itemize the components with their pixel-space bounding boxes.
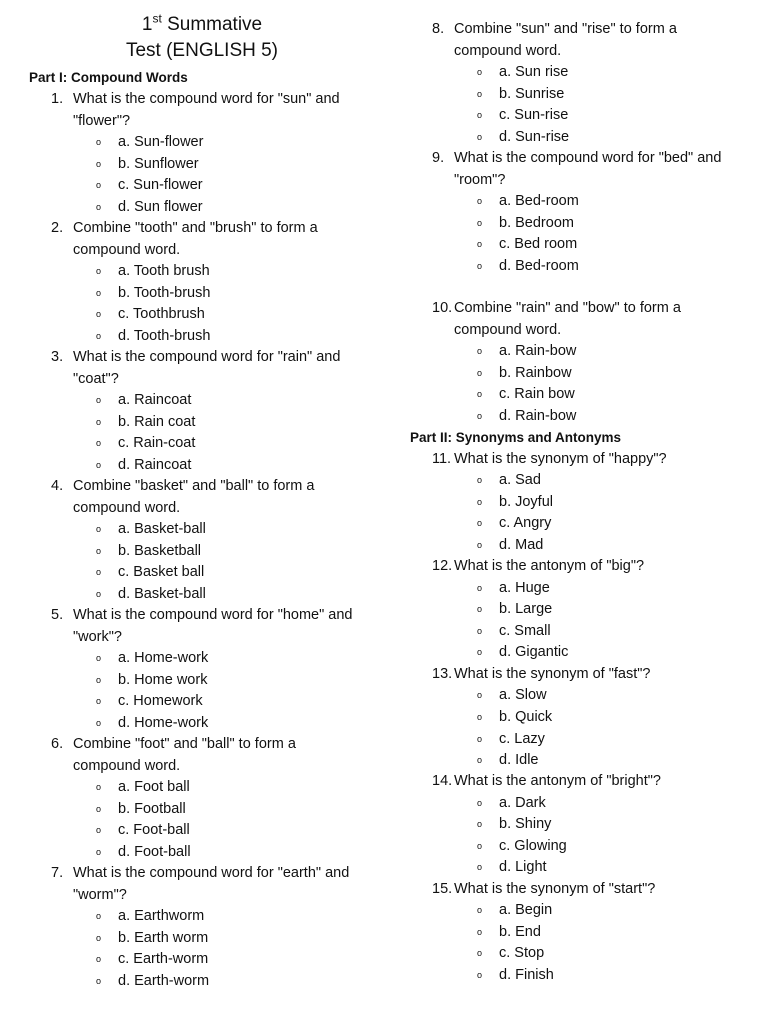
title-line-1-text: Summative [161, 14, 263, 35]
option-6c[interactable] [96, 820, 190, 842]
option-2d[interactable] [96, 326, 210, 348]
bullet-icon: o [96, 567, 102, 577]
question-text: What is the antonym of "big"? [454, 558, 645, 574]
option-text: a. Bed-room [499, 193, 579, 209]
option-text: a. Tooth brush [118, 263, 210, 279]
question-8 [432, 19, 732, 62]
question-7 [51, 863, 366, 906]
option-text: c. Small [499, 623, 551, 639]
option-text: d. Tooth-brush [118, 328, 211, 344]
option-3c[interactable] [96, 433, 195, 455]
bullet-icon: o [477, 67, 483, 77]
question-11 [432, 449, 752, 471]
option-12d[interactable] [477, 642, 568, 664]
title-line-2: Test (ENGLISH 5) [125, 40, 279, 61]
option-text: c. Lazy [499, 731, 545, 747]
bullet-icon: o [477, 540, 483, 550]
option-text: b. Large [499, 601, 553, 617]
option-5d[interactable] [96, 713, 208, 735]
option-text: b. Shiny [499, 816, 552, 832]
option-9c[interactable] [477, 234, 577, 256]
question-text: Combine "sun" and "rise" to form a compound word. [454, 21, 677, 59]
option-9b[interactable] [477, 213, 574, 235]
option-10d[interactable] [477, 406, 576, 428]
option-2b[interactable] [96, 283, 210, 305]
option-text: b. Rainbow [499, 365, 572, 381]
option-text: d. Mad [499, 537, 544, 553]
option-text: c. Homework [118, 693, 203, 709]
question-1 [51, 89, 361, 132]
question-number: 2. [51, 220, 64, 236]
option-6b[interactable] [96, 799, 186, 821]
bullet-icon: o [477, 411, 483, 421]
bullet-icon: o [96, 589, 102, 599]
option-5b[interactable] [96, 670, 207, 692]
bullet-icon: o [96, 546, 102, 556]
bullet-icon: o [477, 948, 483, 958]
option-8d[interactable] [477, 127, 569, 149]
question-number: 6. [51, 736, 64, 752]
question-6 [51, 734, 361, 777]
bullet-icon: o [96, 675, 102, 685]
bullet-icon: o [96, 524, 102, 534]
bullet-icon: o [477, 734, 483, 744]
bullet-icon: o [477, 497, 483, 507]
option-text: b. Sunflower [118, 156, 199, 172]
option-6a[interactable] [96, 777, 190, 799]
question-number: 14. [432, 773, 453, 789]
option-13b[interactable] [477, 707, 552, 729]
option-text: d. Gigantic [499, 644, 569, 660]
question-12 [432, 556, 752, 578]
bullet-icon: o [96, 847, 102, 857]
option-text: a. Raincoat [118, 392, 192, 408]
option-text: d. Home-work [118, 715, 209, 731]
bullet-icon: o [477, 690, 483, 700]
option-text: d. Earth-worm [118, 973, 210, 989]
part-1-heading: Part I: Compound Words [29, 70, 188, 85]
question-text: Combine "basket" and "ball" to form a compound word. [73, 478, 315, 516]
bullet-icon: o [96, 976, 102, 986]
question-4 [51, 476, 361, 519]
option-12b[interactable] [477, 599, 552, 621]
question-15 [432, 879, 752, 901]
option-15a[interactable] [477, 900, 552, 922]
bullet-icon: o [477, 970, 483, 980]
question-number: 10. [432, 300, 453, 316]
bullet-icon: o [477, 261, 483, 271]
bullet-icon: o [96, 309, 102, 319]
option-text: d. Foot-ball [118, 844, 191, 860]
option-4d[interactable] [96, 584, 206, 606]
question-text: What is the synonym of "happy"? [454, 451, 667, 467]
option-11b[interactable] [477, 492, 553, 514]
option-8b[interactable] [477, 84, 564, 106]
option-text: d. Bed-room [499, 258, 579, 274]
option-text: a. Basket-ball [118, 521, 206, 537]
bullet-icon: o [96, 331, 102, 341]
bullet-icon: o [477, 346, 483, 356]
bullet-icon: o [96, 266, 102, 276]
question-number: 8. [432, 21, 445, 37]
document-title [72, 12, 332, 64]
option-text: c. Rain bow [499, 386, 575, 402]
bullet-icon: o [96, 933, 102, 943]
option-text: d. Sun flower [118, 199, 203, 215]
bullet-icon: o [96, 782, 102, 792]
option-text: c. Sun-flower [118, 177, 203, 193]
option-text: a. Earthworm [118, 908, 205, 924]
option-text: c. Bed room [499, 236, 578, 252]
bullet-icon: o [96, 288, 102, 298]
option-text: b. End [499, 924, 541, 940]
question-text: What is the compound word for "rain" and "coat"? [73, 349, 341, 387]
option-10b[interactable] [477, 363, 572, 385]
option-text: a. Begin [499, 902, 553, 918]
option-5a[interactable] [96, 648, 208, 670]
option-text: b. Sunrise [499, 86, 565, 102]
title-line-1 [72, 12, 332, 38]
bullet-icon: o [96, 137, 102, 147]
option-2a[interactable] [96, 261, 210, 283]
question-number: 12. [432, 558, 453, 574]
option-text: d. Finish [499, 967, 554, 983]
bullet-icon: o [477, 905, 483, 915]
option-text: b. Bedroom [499, 215, 574, 231]
question-text: What is the compound word for "bed" and "room"? [454, 150, 722, 188]
bullet-icon: o [96, 417, 102, 427]
option-1d[interactable] [96, 197, 203, 219]
option-8a[interactable] [477, 62, 568, 84]
option-text: a. Home-work [118, 650, 209, 666]
bullet-icon: o [477, 89, 483, 99]
option-8c[interactable] [477, 105, 568, 127]
bullet-icon: o [477, 132, 483, 142]
option-14c[interactable] [477, 836, 567, 858]
part-2-heading: Part II: Synonyms and Antonyms [410, 430, 622, 445]
option-text: b. Home work [118, 672, 208, 688]
bullet-icon: o [477, 518, 483, 528]
bullet-icon: o [477, 862, 483, 872]
title-ordinal-number: 1 [141, 14, 153, 35]
bullet-icon: o [96, 954, 102, 964]
bullet-icon: o [477, 239, 483, 249]
option-14b[interactable] [477, 814, 551, 836]
bullet-icon: o [96, 159, 102, 169]
bullet-icon: o [477, 475, 483, 485]
question-text: What is the antonym of "bright"? [454, 773, 661, 789]
option-13d[interactable] [477, 750, 539, 772]
question-2 [51, 218, 361, 261]
option-text: c. Foot-ball [118, 822, 190, 838]
option-3a[interactable] [96, 390, 191, 412]
option-text: d. Idle [499, 752, 539, 768]
bullet-icon: o [477, 798, 483, 808]
bullet-icon: o [96, 825, 102, 835]
option-13a[interactable] [477, 685, 547, 707]
option-text: d. Basket-ball [118, 586, 206, 602]
question-text: What is the compound word for "earth" and "worm"? [73, 865, 350, 903]
option-11d[interactable] [477, 535, 543, 557]
option-3b[interactable] [96, 412, 195, 434]
option-15c[interactable] [477, 943, 544, 965]
bullet-icon: o [477, 755, 483, 765]
option-text: b. Rain coat [118, 414, 196, 430]
option-text: c. Toothbrush [118, 306, 205, 322]
bullet-icon: o [96, 438, 102, 448]
option-2c[interactable] [96, 304, 205, 326]
question-13 [432, 664, 752, 686]
bullet-icon: o [96, 180, 102, 190]
option-15d[interactable] [477, 965, 554, 987]
question-5 [51, 605, 361, 648]
bullet-icon: o [477, 712, 483, 722]
bullet-icon: o [96, 804, 102, 814]
bullet-icon: o [96, 460, 102, 470]
question-number: 15. [432, 881, 453, 897]
option-text: c. Rain-coat [118, 435, 196, 451]
option-14d[interactable] [477, 857, 547, 879]
option-9a[interactable] [477, 191, 579, 213]
option-text: b. Tooth-brush [118, 285, 211, 301]
question-text: What is the compound word for "home" and "work"? [73, 607, 353, 645]
question-number: 7. [51, 865, 64, 881]
question-text: Combine "foot" and "ball" to form a compound word. [73, 736, 296, 774]
option-1a[interactable] [96, 132, 203, 154]
bullet-icon: o [477, 196, 483, 206]
option-text: b. Football [118, 801, 186, 817]
option-text: a. Rain-bow [499, 343, 577, 359]
question-9 [432, 148, 742, 191]
question-14 [432, 771, 752, 793]
option-4b[interactable] [96, 541, 201, 563]
option-12c[interactable] [477, 621, 551, 643]
question-text: What is the synonym of "start"? [454, 881, 656, 897]
bullet-icon: o [96, 202, 102, 212]
option-text: a. Huge [499, 580, 550, 596]
option-11c[interactable] [477, 513, 551, 535]
option-text: d. Sun-rise [499, 129, 570, 145]
option-4a[interactable] [96, 519, 206, 541]
question-text: What is the synonym of "fast"? [454, 666, 651, 682]
question-number: 3. [51, 349, 64, 365]
option-text: b. Earth worm [118, 930, 209, 946]
option-7c[interactable] [96, 949, 208, 971]
option-text: d. Raincoat [118, 457, 192, 473]
option-text: a. Dark [499, 795, 546, 811]
option-10a[interactable] [477, 341, 576, 363]
bullet-icon: o [477, 583, 483, 593]
option-13c[interactable] [477, 729, 545, 751]
bullet-icon: o [96, 395, 102, 405]
option-9d[interactable] [477, 256, 579, 278]
option-text: b. Joyful [499, 494, 553, 510]
option-3d[interactable] [96, 455, 191, 477]
bullet-icon: o [477, 819, 483, 829]
option-7d[interactable] [96, 971, 209, 993]
question-3 [51, 347, 361, 390]
option-4c[interactable] [96, 562, 204, 584]
option-1c[interactable] [96, 175, 203, 197]
question-10 [432, 298, 732, 341]
title-ordinal-suffix: st [152, 11, 162, 26]
option-10c[interactable] [477, 384, 575, 406]
option-7b[interactable] [96, 928, 208, 950]
bullet-icon: o [96, 911, 102, 921]
bullet-icon: o [477, 626, 483, 636]
bullet-icon: o [477, 368, 483, 378]
question-number: 1. [51, 91, 64, 107]
option-text: d. Light [499, 859, 547, 875]
option-text: c. Glowing [499, 838, 567, 854]
option-15b[interactable] [477, 922, 541, 944]
option-7a[interactable] [96, 906, 204, 928]
option-14a[interactable] [477, 793, 546, 815]
question-number: 4. [51, 478, 64, 494]
question-text: Combine "tooth" and "brush" to form a compound word. [73, 220, 318, 258]
option-text: c. Sun-rise [499, 107, 569, 123]
question-text: What is the compound word for "sun" and "flower"? [73, 91, 340, 129]
question-number: 11. [432, 451, 452, 467]
option-text: b. Basketball [118, 543, 202, 559]
option-6d[interactable] [96, 842, 191, 864]
option-text: c. Earth-worm [118, 951, 209, 967]
bullet-icon: o [477, 604, 483, 614]
option-text: a. Sad [499, 472, 541, 488]
option-5c[interactable] [96, 691, 203, 713]
bullet-icon: o [96, 696, 102, 706]
question-number: 5. [51, 607, 64, 623]
question-number: 13. [432, 666, 453, 682]
option-1b[interactable] [96, 154, 199, 176]
option-text: a. Slow [499, 687, 547, 703]
bullet-icon: o [477, 647, 483, 657]
bullet-icon: o [96, 653, 102, 663]
bullet-icon: o [477, 927, 483, 937]
question-text: Combine "rain" and "bow" to form a compound word. [454, 300, 681, 338]
option-12a[interactable] [477, 578, 550, 600]
option-text: c. Stop [499, 945, 545, 961]
option-11a[interactable] [477, 470, 541, 492]
bullet-icon: o [477, 841, 483, 851]
bullet-icon: o [477, 110, 483, 120]
question-number: 9. [432, 150, 445, 166]
option-text: a. Sun rise [499, 64, 569, 80]
bullet-icon: o [477, 389, 483, 399]
option-text: a. Foot ball [118, 779, 190, 795]
option-text: b. Quick [499, 709, 553, 725]
bullet-icon: o [477, 218, 483, 228]
option-text: c. Basket ball [118, 564, 205, 580]
option-text: a. Sun-flower [118, 134, 204, 150]
option-text: d. Rain-bow [499, 408, 577, 424]
bullet-icon: o [96, 718, 102, 728]
option-text: c. Angry [499, 515, 552, 531]
